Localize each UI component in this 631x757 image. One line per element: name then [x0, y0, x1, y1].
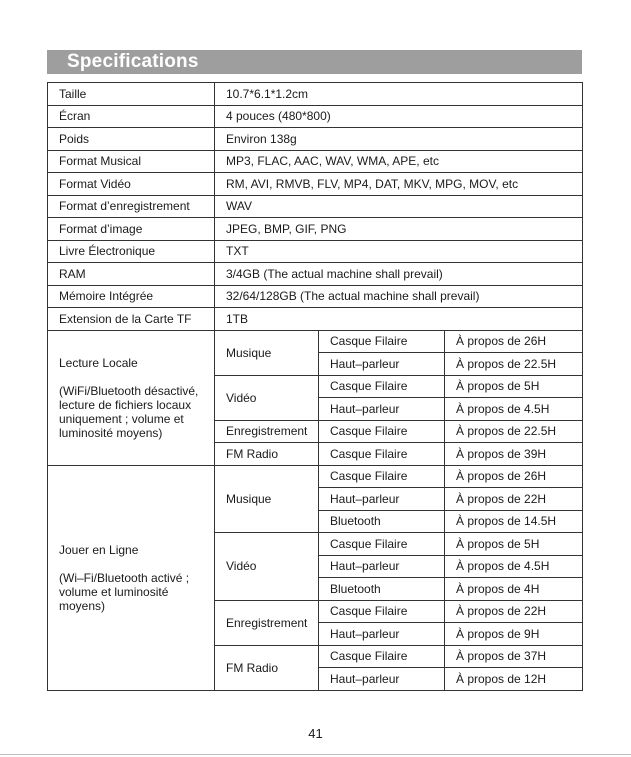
category-fm-radio: FM Radio	[215, 645, 319, 690]
duration-cell: À propos de 39H	[445, 443, 583, 466]
spec-label: Format Musical	[48, 150, 215, 173]
spec-label: Livre Électronique	[48, 240, 215, 263]
table-row	[48, 83, 583, 106]
spec-label: Taille	[48, 83, 215, 106]
duration-cell: À propos de 5H	[445, 375, 583, 398]
local-playback-note: (WiFi/Bluetooth désactivé, lecture de fichiers locaux uniquement ; volume et luminosité moyens)	[59, 383, 199, 440]
online-playback-note: (Wi–Fi/Bluetooth activé ; volume et luminosité moyens)	[59, 570, 190, 613]
spec-value: Environ 138g	[215, 128, 583, 151]
duration-cell: À propos de 14.5H	[445, 510, 583, 533]
duration-cell: À propos de 4.5H	[445, 398, 583, 421]
spec-label: RAM	[48, 263, 215, 286]
duration-cell: À propos de 26H	[445, 330, 583, 353]
table-row	[48, 195, 583, 218]
device-cell: Haut–parleur	[319, 488, 445, 511]
device-cell: Haut–parleur	[319, 623, 445, 646]
table-row	[48, 263, 583, 286]
duration-cell: À propos de 37H	[445, 645, 583, 668]
table-row	[48, 285, 583, 308]
category-music: Musique	[215, 330, 319, 375]
table-row	[48, 105, 583, 128]
category-recording: Enregistrement	[215, 600, 319, 645]
table-row	[48, 128, 583, 151]
duration-cell: À propos de 12H	[445, 668, 583, 691]
spec-value: 3/4GB (The actual machine shall prevail)	[215, 263, 583, 286]
device-cell: Bluetooth	[319, 510, 445, 533]
page-number: 41	[308, 726, 323, 741]
spec-value: WAV	[215, 195, 583, 218]
duration-cell: À propos de 26H	[445, 465, 583, 488]
device-cell: Casque Filaire	[319, 330, 445, 353]
device-cell: Haut–parleur	[319, 353, 445, 376]
device-cell: Haut–parleur	[319, 555, 445, 578]
spec-label: Format Vidéo	[48, 173, 215, 196]
duration-cell: À propos de 4H	[445, 578, 583, 601]
category-video: Vidéo	[215, 375, 319, 420]
device-cell: Casque Filaire	[319, 645, 445, 668]
spec-value: 32/64/128GB (The actual machine shall prevail)	[215, 285, 583, 308]
device-cell: Bluetooth	[319, 578, 445, 601]
device-cell: Casque Filaire	[319, 533, 445, 556]
device-cell: Haut–parleur	[319, 398, 445, 421]
duration-cell: À propos de 22H	[445, 488, 583, 511]
device-cell: Casque Filaire	[319, 375, 445, 398]
online-playback-cell	[48, 465, 215, 690]
table-row	[48, 465, 583, 488]
device-cell: Haut–parleur	[319, 668, 445, 691]
table-row	[48, 150, 583, 173]
device-cell: Casque Filaire	[319, 420, 445, 443]
spec-label: Écran	[48, 105, 215, 128]
spec-value: TXT	[215, 240, 583, 263]
table-row	[48, 240, 583, 263]
bottom-divider	[0, 754, 631, 755]
duration-cell: À propos de 22.5H	[445, 420, 583, 443]
local-playback-cell	[48, 330, 215, 465]
spec-value: JPEG, BMP, GIF, PNG	[215, 218, 583, 241]
spec-value: MP3, FLAC, AAC, WAV, WMA, APE, etc	[215, 150, 583, 173]
section-title: Specifications	[47, 50, 582, 74]
spec-value: 10.7*6.1*1.2cm	[215, 83, 583, 106]
category-video: Vidéo	[215, 533, 319, 601]
table-row	[48, 308, 583, 331]
spec-value: 1TB	[215, 308, 583, 331]
device-cell: Casque Filaire	[319, 443, 445, 466]
specifications-table	[47, 82, 583, 691]
spec-label: Format d’enregistrement	[48, 195, 215, 218]
table-row	[48, 330, 583, 353]
local-playback-title: Lecture Locale	[59, 355, 138, 370]
table-row	[48, 173, 583, 196]
duration-cell: À propos de 22H	[445, 600, 583, 623]
category-fm-radio: FM Radio	[215, 443, 319, 466]
duration-cell: À propos de 4.5H	[445, 555, 583, 578]
spec-value: RM, AVI, RMVB, FLV, MP4, DAT, MKV, MPG, MOV, etc	[215, 173, 583, 196]
spec-label: Poids	[48, 128, 215, 151]
online-playback-title: Jouer en Ligne	[59, 542, 139, 557]
device-cell: Casque Filaire	[319, 465, 445, 488]
table-row	[48, 218, 583, 241]
spec-label: Extension de la Carte TF	[48, 308, 215, 331]
category-music: Musique	[215, 465, 319, 533]
duration-cell: À propos de 9H	[445, 623, 583, 646]
duration-cell: À propos de 5H	[445, 533, 583, 556]
category-recording: Enregistrement	[215, 420, 319, 443]
spec-label: Format d’image	[48, 218, 215, 241]
device-cell: Casque Filaire	[319, 600, 445, 623]
spec-value: 4 pouces (480*800)	[215, 105, 583, 128]
duration-cell: À propos de 22.5H	[445, 353, 583, 376]
spec-label: Mémoire Intégrée	[48, 285, 215, 308]
